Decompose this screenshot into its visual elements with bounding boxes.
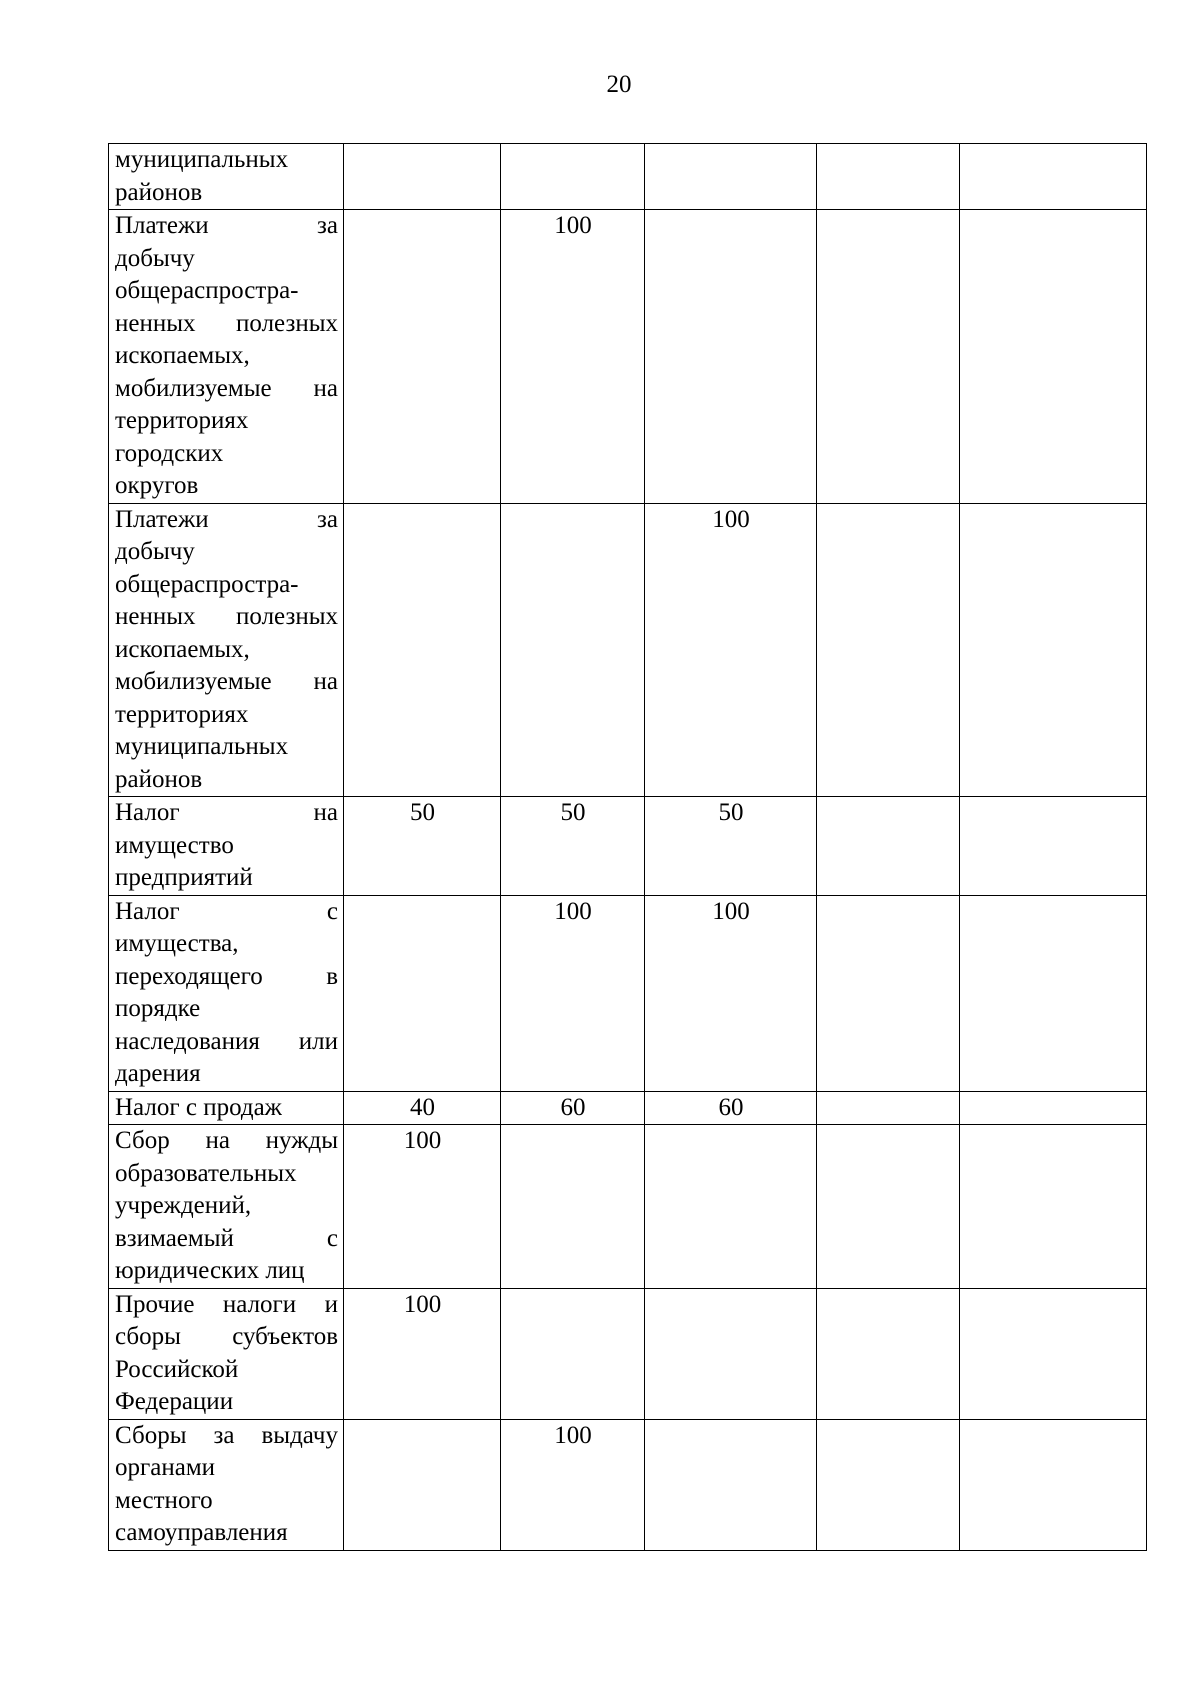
row-name-line: местного xyxy=(115,1486,213,1514)
value-cell xyxy=(817,1091,960,1125)
row-name-cell xyxy=(109,1125,344,1289)
row-name-word: Сборы xyxy=(115,1421,187,1449)
row-name-word: Платежи xyxy=(115,212,209,239)
revenue-distribution-table xyxy=(108,143,1147,1551)
row-name-word: на xyxy=(313,668,338,695)
row-name-line: муниципальных xyxy=(115,146,289,173)
table-row xyxy=(109,895,1147,1091)
row-name-line xyxy=(115,666,338,699)
row-name-line xyxy=(115,961,338,994)
row-name-line: порядке xyxy=(115,995,201,1022)
row-name-word: выдачу xyxy=(261,1421,338,1449)
value-cell xyxy=(344,503,501,797)
row-name-word: сборы xyxy=(115,1323,181,1350)
row-name-line: общераспростра- xyxy=(115,570,299,598)
row-name-line: самоуправления xyxy=(115,1519,288,1546)
value-cell xyxy=(960,1419,1147,1550)
row-name-word: с xyxy=(326,897,338,925)
row-name-line: Российской xyxy=(115,1355,239,1383)
value-cell xyxy=(960,1091,1147,1125)
table-row xyxy=(109,1125,1147,1289)
row-name-line: ископаемых, xyxy=(115,635,250,663)
value-cell: 100 xyxy=(645,895,817,1091)
row-name-line: имущества, xyxy=(115,930,239,957)
row-name-word: взимаемый xyxy=(115,1224,234,1252)
row-name-line xyxy=(115,601,338,634)
table-row xyxy=(109,1288,1147,1419)
table-row xyxy=(109,210,1147,504)
row-name-line: имущество xyxy=(115,831,234,859)
value-cell xyxy=(344,1419,501,1550)
row-name-line: образовательных xyxy=(115,1159,297,1187)
row-name-cell xyxy=(109,144,344,210)
value-cell xyxy=(960,210,1147,504)
value-cell: 60 xyxy=(501,1091,645,1125)
value-cell: 50 xyxy=(501,797,645,896)
value-cell xyxy=(501,1125,645,1289)
value-cell: 100 xyxy=(501,1419,645,1550)
table-row xyxy=(109,503,1147,797)
value-cell: 50 xyxy=(344,797,501,896)
value-cell xyxy=(344,210,501,504)
table-body xyxy=(109,144,1147,1551)
value-cell xyxy=(344,144,501,210)
value-cell xyxy=(817,895,960,1091)
value-cell xyxy=(960,503,1147,797)
row-name-line: территориях xyxy=(115,407,249,434)
value-cell: 100 xyxy=(344,1288,501,1419)
table-row xyxy=(109,797,1147,896)
row-name-word: субъектов xyxy=(232,1323,338,1350)
value-cell: 50 xyxy=(645,797,817,896)
row-name-cell xyxy=(109,895,344,1091)
value-cell xyxy=(501,503,645,797)
value-cell xyxy=(645,144,817,210)
value-cell xyxy=(817,210,960,504)
row-name-line xyxy=(115,896,338,929)
value-cell xyxy=(645,1288,817,1419)
row-name-word: нужды xyxy=(265,1127,338,1154)
row-name-word: на xyxy=(313,799,338,826)
row-name-word: налоги xyxy=(222,1290,297,1318)
value-cell: 100 xyxy=(501,210,645,504)
value-cell: 60 xyxy=(645,1091,817,1125)
row-name-cell xyxy=(109,1288,344,1419)
value-cell xyxy=(817,797,960,896)
row-name-word: Прочие xyxy=(115,1290,195,1318)
value-cell xyxy=(960,895,1147,1091)
value-cell xyxy=(645,210,817,504)
value-cell xyxy=(501,144,645,210)
row-name-line: добычу xyxy=(115,538,195,565)
value-cell xyxy=(960,1125,1147,1289)
row-name-word: на xyxy=(313,374,338,402)
value-cell xyxy=(344,895,501,1091)
row-name-word: наследования xyxy=(115,1027,260,1055)
row-name-cell xyxy=(109,797,344,896)
table-row xyxy=(109,144,1147,210)
row-name-word: Налог xyxy=(115,897,180,925)
row-name-line xyxy=(115,210,338,243)
row-name-line xyxy=(115,1289,338,1322)
value-cell xyxy=(645,1125,817,1289)
row-name-cell xyxy=(109,503,344,797)
value-cell: 100 xyxy=(645,503,817,797)
row-name-line: округов xyxy=(115,472,199,499)
row-name-line: Федерации xyxy=(115,1388,234,1415)
row-name-line: общераспростра- xyxy=(115,277,299,304)
page-number: 20 xyxy=(606,71,632,98)
row-name-word: в xyxy=(326,962,338,990)
row-name-line xyxy=(115,1026,338,1059)
row-name-line xyxy=(115,308,338,341)
row-name-line xyxy=(115,373,338,406)
row-name-line: учреждений, xyxy=(115,1192,252,1219)
row-name-line xyxy=(115,1223,338,1256)
value-cell xyxy=(817,1288,960,1419)
row-name-word: с xyxy=(326,1224,338,1252)
value-cell xyxy=(960,797,1147,896)
value-cell xyxy=(960,144,1147,210)
row-name-line xyxy=(115,1321,338,1354)
row-name-line: территориях xyxy=(115,700,249,728)
row-name-line: дарения xyxy=(115,1060,201,1087)
row-name-line: муниципальных xyxy=(115,733,289,760)
row-name-line xyxy=(115,1420,338,1453)
value-cell: 40 xyxy=(344,1091,501,1125)
row-name-word: переходящего xyxy=(115,962,263,990)
row-name-word: Сбор xyxy=(115,1127,170,1154)
row-name-line: районов xyxy=(115,765,203,793)
row-name-word: за xyxy=(317,212,338,239)
value-cell xyxy=(501,1288,645,1419)
row-name-word: на xyxy=(205,1127,230,1154)
row-name-line: предприятий xyxy=(115,864,253,891)
row-name-word: за xyxy=(317,505,338,533)
value-cell xyxy=(817,1419,960,1550)
row-name-line: районов xyxy=(115,178,203,206)
row-name-word: ненных xyxy=(115,603,196,630)
row-name-word: и xyxy=(324,1290,338,1318)
row-name-line xyxy=(115,1125,338,1158)
row-name-line: Налог с продаж xyxy=(115,1093,282,1121)
value-cell xyxy=(817,503,960,797)
table-row xyxy=(109,1091,1147,1125)
row-name-word: или xyxy=(298,1027,338,1055)
row-name-word: мобилизуемые xyxy=(115,668,272,695)
row-name-line xyxy=(115,504,338,537)
row-name-word: полезных xyxy=(236,309,338,337)
row-name-line: городских xyxy=(115,439,224,467)
table-row xyxy=(109,1419,1147,1550)
value-cell xyxy=(817,144,960,210)
row-name-word: ненных xyxy=(115,309,196,337)
value-cell xyxy=(645,1419,817,1550)
row-name-line: добычу xyxy=(115,244,195,272)
row-name-line: органами xyxy=(115,1454,216,1481)
value-cell: 100 xyxy=(501,895,645,1091)
row-name-cell xyxy=(109,1091,344,1125)
value-cell xyxy=(817,1125,960,1289)
value-cell: 100 xyxy=(344,1125,501,1289)
row-name-line xyxy=(115,797,338,830)
row-name-line: ископаемых, xyxy=(115,342,250,369)
row-name-line: юридических лиц xyxy=(115,1257,305,1284)
row-name-word: полезных xyxy=(236,603,338,630)
row-name-cell xyxy=(109,1419,344,1550)
row-name-word: мобилизуемые xyxy=(115,374,272,402)
row-name-cell xyxy=(109,210,344,504)
value-cell xyxy=(960,1288,1147,1419)
row-name-word: Налог xyxy=(115,799,180,826)
row-name-word: Платежи xyxy=(115,505,209,533)
row-name-word: за xyxy=(213,1421,235,1449)
